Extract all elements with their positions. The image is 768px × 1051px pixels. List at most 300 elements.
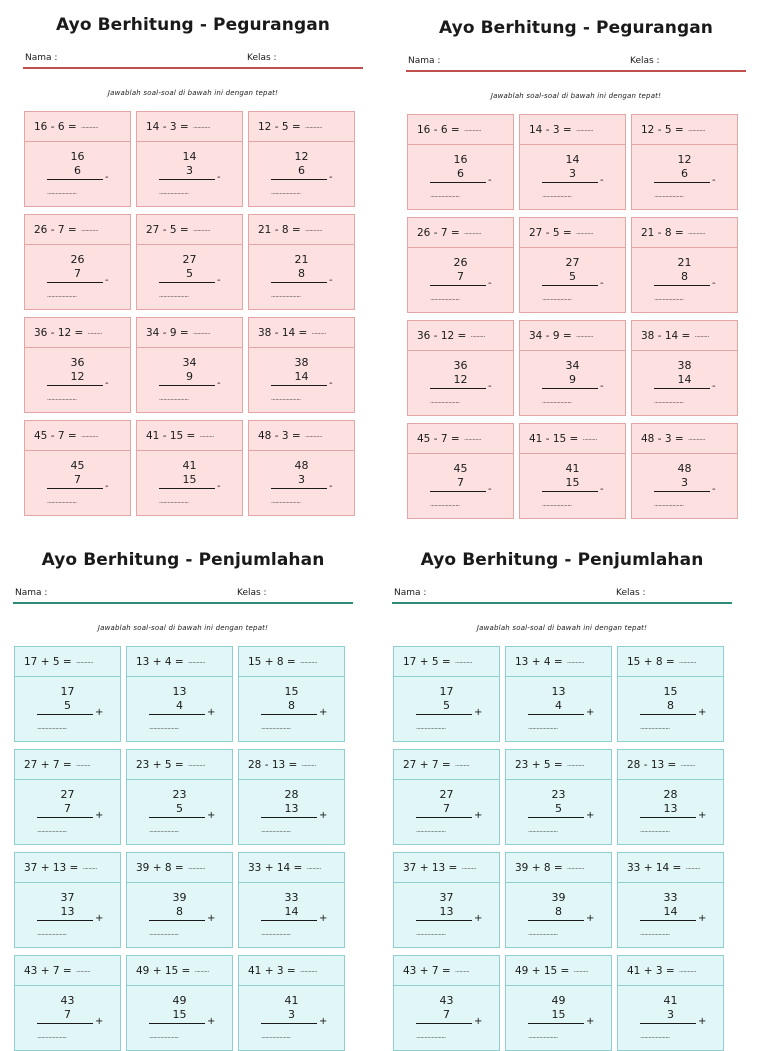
question-blank[interactable]: .......... bbox=[301, 761, 316, 768]
bottom-number: 3 bbox=[186, 164, 193, 177]
answer-blank[interactable]: ..................... bbox=[416, 827, 446, 834]
column-calculation bbox=[239, 883, 344, 947]
question-blank[interactable]: .......... bbox=[76, 967, 91, 974]
top-number: 34 bbox=[182, 356, 197, 369]
question-text: 26 - 7 = bbox=[34, 223, 77, 236]
operator-sign: + bbox=[95, 913, 104, 924]
answer-blank[interactable]: ..................... bbox=[261, 724, 291, 731]
top-number: 15 bbox=[663, 685, 678, 698]
answer-blank[interactable]: ..................... bbox=[149, 1033, 179, 1040]
problem-question bbox=[632, 115, 737, 145]
problem-question bbox=[632, 218, 737, 248]
bottom-number: 7 bbox=[457, 476, 464, 489]
question-text: 41 - 15 = bbox=[146, 429, 196, 442]
top-number: 28 bbox=[663, 788, 678, 801]
answer-blank[interactable]: ..................... bbox=[654, 398, 684, 405]
bottom-number: 3 bbox=[569, 167, 576, 180]
answer-blank[interactable]: ..................... bbox=[261, 827, 291, 834]
problem-card bbox=[505, 852, 612, 948]
name-class-row bbox=[23, 51, 363, 69]
question-blank[interactable]: ............ bbox=[300, 967, 317, 974]
problem-card bbox=[248, 317, 355, 413]
operator-sign: + bbox=[586, 1016, 595, 1027]
sum-line bbox=[542, 182, 598, 183]
question-blank[interactable]: ............ bbox=[81, 226, 98, 233]
sum-line bbox=[654, 491, 710, 492]
operator-sign: + bbox=[474, 707, 483, 718]
bottom-number: 13 bbox=[663, 802, 678, 815]
problem-question bbox=[137, 318, 242, 348]
sum-line bbox=[640, 817, 696, 818]
answer-blank[interactable]: ..................... bbox=[271, 189, 301, 196]
column-calculation bbox=[632, 351, 737, 415]
operator-sign: - bbox=[712, 484, 716, 495]
nama-label: Nama : bbox=[15, 588, 48, 598]
answer-blank[interactable]: ..................... bbox=[261, 1033, 291, 1040]
answer-blank[interactable]: ..................... bbox=[654, 295, 684, 302]
question-blank[interactable]: ............ bbox=[464, 229, 481, 236]
question-blank[interactable]: ............ bbox=[464, 435, 481, 442]
question-blank[interactable]: ............ bbox=[193, 123, 210, 130]
problem-card bbox=[505, 749, 612, 845]
bottom-number: 4 bbox=[555, 699, 562, 712]
operator-sign: - bbox=[329, 378, 333, 389]
question-blank[interactable]: .......... bbox=[461, 864, 476, 871]
sum-line bbox=[149, 920, 205, 921]
top-number: 48 bbox=[677, 462, 692, 475]
top-number: 39 bbox=[172, 891, 187, 904]
problem-card bbox=[238, 646, 345, 742]
question-text: 45 - 7 = bbox=[34, 429, 77, 442]
answer-blank[interactable]: ..................... bbox=[430, 192, 460, 199]
question-blank[interactable]: ............ bbox=[81, 432, 98, 439]
problem-question bbox=[25, 215, 130, 245]
question-blank[interactable]: ............ bbox=[679, 658, 696, 665]
top-number: 41 bbox=[182, 459, 197, 472]
column-calculation bbox=[394, 677, 499, 741]
answer-blank[interactable]: ..................... bbox=[542, 295, 572, 302]
bottom-number: 7 bbox=[457, 270, 464, 283]
question-blank[interactable]: .......... bbox=[87, 329, 102, 336]
operator-sign: + bbox=[698, 810, 707, 821]
question-blank[interactable]: ............ bbox=[305, 226, 322, 233]
column-calculation bbox=[137, 451, 242, 515]
column-calculation bbox=[15, 883, 120, 947]
bottom-number: 15 bbox=[565, 476, 580, 489]
operator-sign: + bbox=[586, 707, 595, 718]
problem-card bbox=[617, 646, 724, 742]
top-number: 36 bbox=[453, 359, 468, 372]
operator-sign: - bbox=[105, 378, 109, 389]
bottom-number: 12 bbox=[453, 373, 468, 386]
top-number: 49 bbox=[172, 994, 187, 1007]
top-number: 17 bbox=[439, 685, 454, 698]
question-blank[interactable]: ............ bbox=[300, 658, 317, 665]
question-blank[interactable]: .......... bbox=[455, 967, 470, 974]
problem-grid bbox=[14, 646, 353, 1051]
problem-card bbox=[238, 852, 345, 948]
problem-question bbox=[506, 853, 611, 883]
problem-card bbox=[617, 955, 724, 1051]
answer-blank[interactable]: ..................... bbox=[640, 1033, 670, 1040]
question-blank[interactable]: .......... bbox=[694, 332, 709, 339]
answer-blank[interactable]: ..................... bbox=[159, 292, 189, 299]
question-text: 23 + 5 = bbox=[136, 758, 184, 771]
problem-question bbox=[408, 218, 513, 248]
kelas-label: Kelas : bbox=[247, 53, 277, 63]
question-text: 15 + 8 = bbox=[248, 655, 296, 668]
bottom-number: 13 bbox=[284, 802, 299, 815]
answer-blank[interactable]: ..................... bbox=[271, 498, 301, 505]
question-blank[interactable]: ............ bbox=[464, 126, 481, 133]
question-blank[interactable]: .......... bbox=[199, 432, 214, 439]
bottom-number: 6 bbox=[681, 167, 688, 180]
question-text: 21 - 8 = bbox=[641, 226, 684, 239]
question-text: 49 + 15 = bbox=[136, 964, 191, 977]
operator-sign: + bbox=[207, 707, 216, 718]
answer-blank[interactable]: ..................... bbox=[528, 1033, 558, 1040]
top-number: 45 bbox=[70, 459, 85, 472]
problem-card bbox=[24, 317, 131, 413]
top-number: 14 bbox=[182, 150, 197, 163]
question-blank[interactable]: ............ bbox=[576, 229, 593, 236]
answer-blank[interactable]: ..................... bbox=[271, 395, 301, 402]
question-text: 41 + 3 = bbox=[627, 964, 675, 977]
instruction-text: Jawablah soal-soal di bawah ini dengan tepat! bbox=[490, 92, 662, 100]
column-calculation bbox=[506, 986, 611, 1050]
answer-blank[interactable]: ..................... bbox=[528, 827, 558, 834]
operator-sign: - bbox=[217, 481, 221, 492]
problem-card bbox=[631, 217, 738, 313]
problem-card bbox=[393, 749, 500, 845]
top-number: 37 bbox=[60, 891, 75, 904]
question-blank[interactable]: ............ bbox=[688, 126, 705, 133]
question-text: 37 + 13 = bbox=[24, 861, 79, 874]
question-blank[interactable]: .......... bbox=[311, 329, 326, 336]
top-number: 48 bbox=[294, 459, 309, 472]
column-calculation bbox=[520, 145, 625, 209]
question-blank[interactable]: ............ bbox=[188, 761, 205, 768]
answer-blank[interactable]: ..................... bbox=[528, 724, 558, 731]
answer-blank[interactable]: ..................... bbox=[47, 395, 77, 402]
question-blank[interactable]: .......... bbox=[194, 967, 209, 974]
column-calculation bbox=[25, 142, 130, 206]
answer-blank[interactable]: ..................... bbox=[37, 827, 67, 834]
question-blank[interactable]: ............ bbox=[76, 658, 93, 665]
question-blank[interactable]: .......... bbox=[680, 761, 695, 768]
worksheet-subtraction-left bbox=[23, 15, 363, 516]
problem-card bbox=[24, 111, 131, 207]
answer-blank[interactable]: ..................... bbox=[416, 930, 446, 937]
bottom-number: 9 bbox=[186, 370, 193, 383]
answer-blank[interactable]: ..................... bbox=[47, 498, 77, 505]
top-number: 27 bbox=[439, 788, 454, 801]
question-blank[interactable]: ............ bbox=[576, 332, 593, 339]
answer-blank[interactable]: ..................... bbox=[542, 192, 572, 199]
operator-sign: + bbox=[95, 707, 104, 718]
question-blank[interactable]: ............ bbox=[305, 123, 322, 130]
question-text: 12 - 5 = bbox=[258, 120, 301, 133]
bottom-number: 13 bbox=[60, 905, 75, 918]
problem-question bbox=[632, 424, 737, 454]
answer-blank[interactable]: ..................... bbox=[430, 295, 460, 302]
question-blank[interactable]: ............ bbox=[193, 226, 210, 233]
operator-sign: - bbox=[329, 275, 333, 286]
top-number: 27 bbox=[565, 256, 580, 269]
answer-blank[interactable]: ..................... bbox=[159, 189, 189, 196]
question-blank[interactable]: ............ bbox=[188, 864, 205, 871]
sheet-title: Ayo Berhitung - Penjumlahan bbox=[420, 550, 704, 570]
question-blank[interactable]: ............ bbox=[576, 126, 593, 133]
answer-blank[interactable]: ..................... bbox=[528, 930, 558, 937]
problem-question bbox=[239, 647, 344, 677]
bottom-number: 7 bbox=[64, 1008, 71, 1021]
sheet-title: Ayo Berhitung - Pegurangan bbox=[439, 18, 713, 38]
operator-sign: + bbox=[474, 913, 483, 924]
sum-line bbox=[37, 920, 93, 921]
problem-card bbox=[14, 955, 121, 1051]
question-text: 17 + 5 = bbox=[403, 655, 451, 668]
kelas-label: Kelas : bbox=[616, 588, 646, 598]
answer-blank[interactable]: ..................... bbox=[149, 827, 179, 834]
operator-sign: + bbox=[95, 1016, 104, 1027]
question-text: 48 - 3 = bbox=[258, 429, 301, 442]
nama-label: Nama : bbox=[394, 588, 427, 598]
question-text: 27 - 5 = bbox=[146, 223, 189, 236]
answer-blank[interactable]: ..................... bbox=[542, 501, 572, 508]
question-blank[interactable]: ............ bbox=[567, 658, 584, 665]
problem-question bbox=[25, 318, 130, 348]
top-number: 26 bbox=[70, 253, 85, 266]
answer-blank[interactable]: ..................... bbox=[430, 398, 460, 405]
sum-line bbox=[654, 285, 710, 286]
answer-blank[interactable]: ..................... bbox=[640, 724, 670, 731]
answer-blank[interactable]: ..................... bbox=[159, 395, 189, 402]
top-number: 23 bbox=[551, 788, 566, 801]
question-text: 37 + 13 = bbox=[403, 861, 458, 874]
column-calculation bbox=[15, 677, 120, 741]
sum-line bbox=[159, 488, 215, 489]
answer-blank[interactable]: ..................... bbox=[271, 292, 301, 299]
operator-sign: - bbox=[217, 378, 221, 389]
problem-card bbox=[617, 749, 724, 845]
answer-blank[interactable]: ..................... bbox=[640, 827, 670, 834]
question-blank[interactable]: ............ bbox=[81, 123, 98, 130]
answer-blank[interactable]: ..................... bbox=[654, 192, 684, 199]
answer-blank[interactable]: ..................... bbox=[430, 501, 460, 508]
bottom-number: 14 bbox=[677, 373, 692, 386]
problem-card bbox=[407, 114, 514, 210]
column-calculation bbox=[249, 348, 354, 412]
top-number: 14 bbox=[565, 153, 580, 166]
answer-blank[interactable]: ..................... bbox=[37, 1033, 67, 1040]
question-blank[interactable]: .......... bbox=[306, 864, 321, 871]
bottom-number: 15 bbox=[182, 473, 197, 486]
question-blank[interactable]: .......... bbox=[685, 864, 700, 871]
problem-card bbox=[126, 955, 233, 1051]
problem-card bbox=[14, 749, 121, 845]
question-text: 39 + 8 = bbox=[136, 861, 184, 874]
question-text: 27 - 5 = bbox=[529, 226, 572, 239]
sum-line bbox=[430, 491, 486, 492]
problem-card bbox=[24, 420, 131, 516]
operator-sign: - bbox=[105, 481, 109, 492]
top-number: 21 bbox=[294, 253, 309, 266]
problem-question bbox=[506, 750, 611, 780]
answer-blank[interactable]: ..................... bbox=[37, 930, 67, 937]
kelas-label: Kelas : bbox=[237, 588, 267, 598]
answer-blank[interactable]: ..................... bbox=[149, 930, 179, 937]
problem-question bbox=[632, 321, 737, 351]
column-calculation bbox=[239, 677, 344, 741]
problem-question bbox=[394, 647, 499, 677]
question-text: 21 - 8 = bbox=[258, 223, 301, 236]
question-text: 13 + 4 = bbox=[136, 655, 184, 668]
bottom-number: 12 bbox=[70, 370, 85, 383]
column-calculation bbox=[249, 451, 354, 515]
answer-blank[interactable]: ..................... bbox=[640, 930, 670, 937]
question-blank[interactable]: .......... bbox=[582, 435, 597, 442]
answer-blank[interactable]: ..................... bbox=[654, 501, 684, 508]
problem-question bbox=[618, 853, 723, 883]
question-text: 27 + 7 = bbox=[24, 758, 72, 771]
question-blank[interactable]: ............ bbox=[305, 432, 322, 439]
problem-question bbox=[394, 956, 499, 986]
problem-question bbox=[408, 424, 513, 454]
question-blank[interactable]: ............ bbox=[567, 761, 584, 768]
sum-line bbox=[159, 179, 215, 180]
question-blank[interactable]: ............ bbox=[193, 329, 210, 336]
problem-question bbox=[15, 956, 120, 986]
question-text: 39 + 8 = bbox=[515, 861, 563, 874]
bottom-number: 3 bbox=[681, 476, 688, 489]
problem-question bbox=[239, 853, 344, 883]
problem-card bbox=[407, 423, 514, 519]
answer-blank[interactable]: ..................... bbox=[47, 189, 77, 196]
question-blank[interactable]: ............ bbox=[679, 967, 696, 974]
operator-sign: + bbox=[319, 913, 328, 924]
question-blank[interactable]: ............ bbox=[567, 864, 584, 871]
top-number: 33 bbox=[663, 891, 678, 904]
operator-sign: + bbox=[586, 810, 595, 821]
sum-line bbox=[37, 817, 93, 818]
problem-question bbox=[239, 750, 344, 780]
top-number: 41 bbox=[284, 994, 299, 1007]
operator-sign: - bbox=[488, 381, 492, 392]
answer-blank[interactable]: ..................... bbox=[261, 930, 291, 937]
bottom-number: 14 bbox=[294, 370, 309, 383]
problem-question bbox=[15, 853, 120, 883]
column-calculation bbox=[394, 780, 499, 844]
answer-blank[interactable]: ..................... bbox=[542, 398, 572, 405]
answer-blank[interactable]: ..................... bbox=[47, 292, 77, 299]
top-number: 39 bbox=[551, 891, 566, 904]
bottom-number: 3 bbox=[298, 473, 305, 486]
sum-line bbox=[542, 491, 598, 492]
question-blank[interactable]: .......... bbox=[573, 967, 588, 974]
worksheet-addition-right bbox=[392, 550, 732, 1051]
column-calculation bbox=[632, 454, 737, 518]
top-number: 49 bbox=[551, 994, 566, 1007]
top-number: 37 bbox=[439, 891, 454, 904]
answer-blank[interactable]: ..................... bbox=[149, 724, 179, 731]
column-calculation bbox=[25, 451, 130, 515]
problem-question bbox=[249, 421, 354, 451]
sum-line bbox=[640, 920, 696, 921]
answer-blank[interactable]: ..................... bbox=[416, 724, 446, 731]
problem-question bbox=[520, 424, 625, 454]
column-calculation bbox=[520, 248, 625, 312]
top-number: 34 bbox=[565, 359, 580, 372]
sum-line bbox=[416, 817, 472, 818]
question-blank[interactable]: ............ bbox=[188, 658, 205, 665]
problem-grid bbox=[24, 111, 363, 516]
question-text: 17 + 5 = bbox=[24, 655, 72, 668]
column-calculation bbox=[618, 780, 723, 844]
sum-line bbox=[271, 385, 327, 386]
question-text: 36 - 12 = bbox=[417, 329, 467, 342]
problem-grid bbox=[407, 114, 746, 519]
answer-blank[interactable]: ..................... bbox=[159, 498, 189, 505]
problem-card bbox=[393, 955, 500, 1051]
question-blank[interactable]: ............ bbox=[688, 435, 705, 442]
question-blank[interactable]: .......... bbox=[470, 332, 485, 339]
problem-card bbox=[136, 317, 243, 413]
question-text: 28 - 13 = bbox=[248, 758, 298, 771]
top-number: 16 bbox=[453, 153, 468, 166]
problem-question bbox=[249, 215, 354, 245]
problem-card bbox=[519, 217, 626, 313]
top-number: 16 bbox=[70, 150, 85, 163]
question-blank[interactable]: .......... bbox=[455, 761, 470, 768]
sum-line bbox=[47, 488, 103, 489]
problem-question bbox=[506, 956, 611, 986]
question-blank[interactable]: .......... bbox=[76, 761, 91, 768]
operator-sign: + bbox=[319, 810, 328, 821]
column-calculation bbox=[618, 883, 723, 947]
problem-card bbox=[136, 214, 243, 310]
problem-card bbox=[126, 852, 233, 948]
answer-blank[interactable]: ..................... bbox=[416, 1033, 446, 1040]
problem-card bbox=[519, 114, 626, 210]
column-calculation bbox=[520, 454, 625, 518]
problem-question bbox=[394, 853, 499, 883]
top-number: 15 bbox=[284, 685, 299, 698]
top-number: 13 bbox=[172, 685, 187, 698]
question-text: 45 - 7 = bbox=[417, 432, 460, 445]
operator-sign: - bbox=[488, 278, 492, 289]
top-number: 43 bbox=[60, 994, 75, 1007]
question-blank[interactable]: ............ bbox=[455, 658, 472, 665]
question-blank[interactable]: ............ bbox=[688, 229, 705, 236]
bottom-number: 14 bbox=[284, 905, 299, 918]
sum-line bbox=[261, 817, 317, 818]
sum-line bbox=[159, 282, 215, 283]
question-blank[interactable]: .......... bbox=[82, 864, 97, 871]
answer-blank[interactable]: ..................... bbox=[37, 724, 67, 731]
bottom-number: 7 bbox=[74, 473, 81, 486]
problem-question bbox=[408, 321, 513, 351]
operator-sign: + bbox=[474, 1016, 483, 1027]
problem-card bbox=[617, 852, 724, 948]
top-number: 41 bbox=[565, 462, 580, 475]
bottom-number: 5 bbox=[64, 699, 71, 712]
column-calculation bbox=[394, 883, 499, 947]
sum-line bbox=[37, 714, 93, 715]
question-text: 48 - 3 = bbox=[641, 432, 684, 445]
column-calculation bbox=[618, 986, 723, 1050]
question-text: 38 - 14 = bbox=[641, 329, 691, 342]
